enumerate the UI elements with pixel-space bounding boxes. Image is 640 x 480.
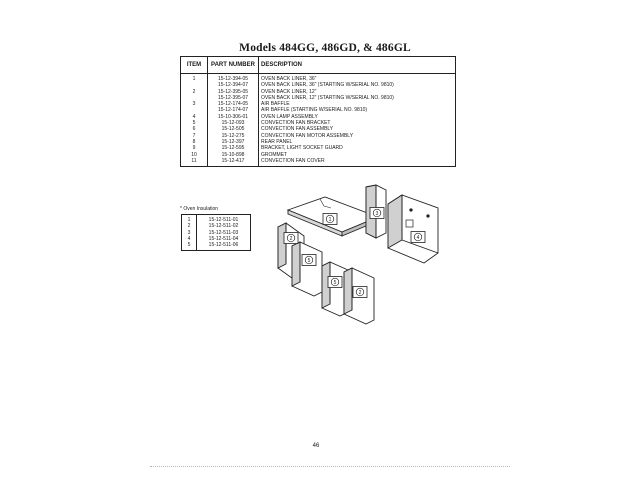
item-cell: 8 — [181, 139, 208, 145]
part-number-cell: 15-12-397 — [208, 139, 259, 145]
item-cell: 10 — [181, 152, 208, 158]
item-cell: 3 — [181, 101, 208, 107]
part-number-cell: 15-12-093 — [208, 120, 259, 126]
part-number-cell: 15-12-394-07 — [208, 82, 259, 88]
description-cell: OVEN BACK LINER, 12" — [259, 89, 456, 95]
parts-table-body — [181, 74, 456, 167]
callout-1 — [323, 214, 337, 225]
description-cell: GROMMET — [259, 152, 456, 158]
description-column-header: DESCRIPTION — [259, 57, 456, 74]
item-cell: 9 — [181, 145, 208, 151]
description-cell: OVEN LAMP ASSEMBLY — [259, 114, 456, 120]
description-cell: OVEN BACK LINER, 12" (STARTING W/SERIAL NO. 9810) — [259, 95, 456, 101]
callout-number: 3 — [375, 210, 379, 217]
description-cell: CONVECTION FAN ASSEMBLY — [259, 126, 456, 132]
part-number-cell: 15-12-595 — [208, 145, 259, 151]
part-number-column-header: PART NUMBER — [208, 57, 259, 74]
description-cell: AIR BAFFLE — [259, 101, 456, 107]
callout-6 — [328, 277, 342, 288]
insulation-label: * Oven Insulation — [180, 206, 219, 212]
part-number-cell: 15-12-395-05 — [208, 89, 259, 95]
right-insulation-panel — [388, 195, 438, 263]
callout-number: 5 — [307, 257, 311, 264]
part-number-cell: 15-12-505 — [208, 126, 259, 132]
callout-2 — [284, 233, 298, 244]
item-cell: 7 — [181, 133, 208, 139]
description-cell: OVEN BACK LINER, 36" (STARTING W/SERIAL NO. 9810) — [259, 82, 456, 88]
part-number-cell: 15-12-395-07 — [208, 95, 259, 101]
description-cell: REAR PANEL — [259, 139, 456, 145]
item-cell: 2 — [181, 89, 208, 95]
description-cell: AIR BAFFLE (STARTING W/SERIAL NO. 9810) — [259, 107, 456, 113]
callout-number: 2 — [289, 235, 293, 242]
part-number-cell: 15-10-306-01 — [208, 114, 259, 120]
item-cell: 4 — [182, 236, 197, 242]
insulation-table — [181, 214, 251, 251]
item-cell: 1 — [181, 74, 208, 83]
part-number-cell: 15-12-511-06 — [208, 242, 239, 249]
parts-table-header — [181, 57, 456, 74]
item-cell: 3 — [182, 230, 197, 236]
description-cell: OVEN BACK LINER, 36" — [259, 74, 456, 83]
part-number-cell: 15-12-417 — [208, 158, 259, 167]
part-number-cell: 15-12-511-04 — [208, 235, 239, 242]
description-cell: CONVECTION FAN COVER — [259, 158, 456, 167]
part-number-cell: 15-12-511-02 — [208, 223, 239, 230]
part-number-cell: 15-12-394-05 — [208, 74, 259, 83]
part-number-cell: 15-12-511-01 — [208, 217, 239, 223]
part-number-cell: 15-12-511-03 — [208, 229, 239, 236]
scan-edge-line — [150, 466, 510, 467]
item-column-header: ITEM — [181, 57, 208, 74]
part-number-cell: 15-12-275 — [208, 133, 259, 139]
item-cell: 5 — [182, 242, 197, 251]
part-number-cell: 15-12-174-05 — [208, 101, 259, 107]
callout-number: 2 — [358, 289, 362, 296]
callout-4 — [411, 232, 425, 243]
callout-number: 4 — [416, 234, 420, 241]
description-cell: BRACKET, LIGHT SOCKET GUARD — [259, 145, 456, 151]
insulation-row — [182, 215, 251, 224]
callout-3 — [370, 208, 384, 219]
parts-table-row — [181, 158, 456, 167]
part-number-cell: 15-12-174-07 — [208, 107, 259, 113]
item-cell: 5 — [181, 120, 208, 126]
insulation-row — [182, 242, 251, 251]
item-cell: 6 — [181, 126, 208, 132]
page-title: Models 484GG, 486GD, & 486GL — [239, 42, 411, 54]
item-cell: 1 — [182, 215, 197, 224]
item-cell: 2 — [182, 223, 197, 229]
description-cell: CONVECTION FAN MOTOR ASSEMBLY — [259, 133, 456, 139]
callout-5 — [302, 255, 316, 266]
insulation-table-body — [182, 215, 251, 251]
page-number: 46 — [312, 443, 320, 449]
parts-table — [180, 56, 456, 167]
callout-number: 5 — [333, 279, 337, 286]
description-cell: CONVECTION FAN BRACKET — [259, 120, 456, 126]
front-left-insulation-panel — [292, 242, 322, 296]
item-cell: 11 — [181, 158, 208, 167]
callout-7 — [353, 287, 367, 298]
part-number-cell: 15-10-898 — [208, 152, 259, 158]
oven-insulation-exploded-diagram — [260, 180, 450, 330]
parts-table-row — [181, 74, 456, 83]
item-cell: 4 — [181, 114, 208, 120]
callout-number: 1 — [328, 216, 332, 223]
